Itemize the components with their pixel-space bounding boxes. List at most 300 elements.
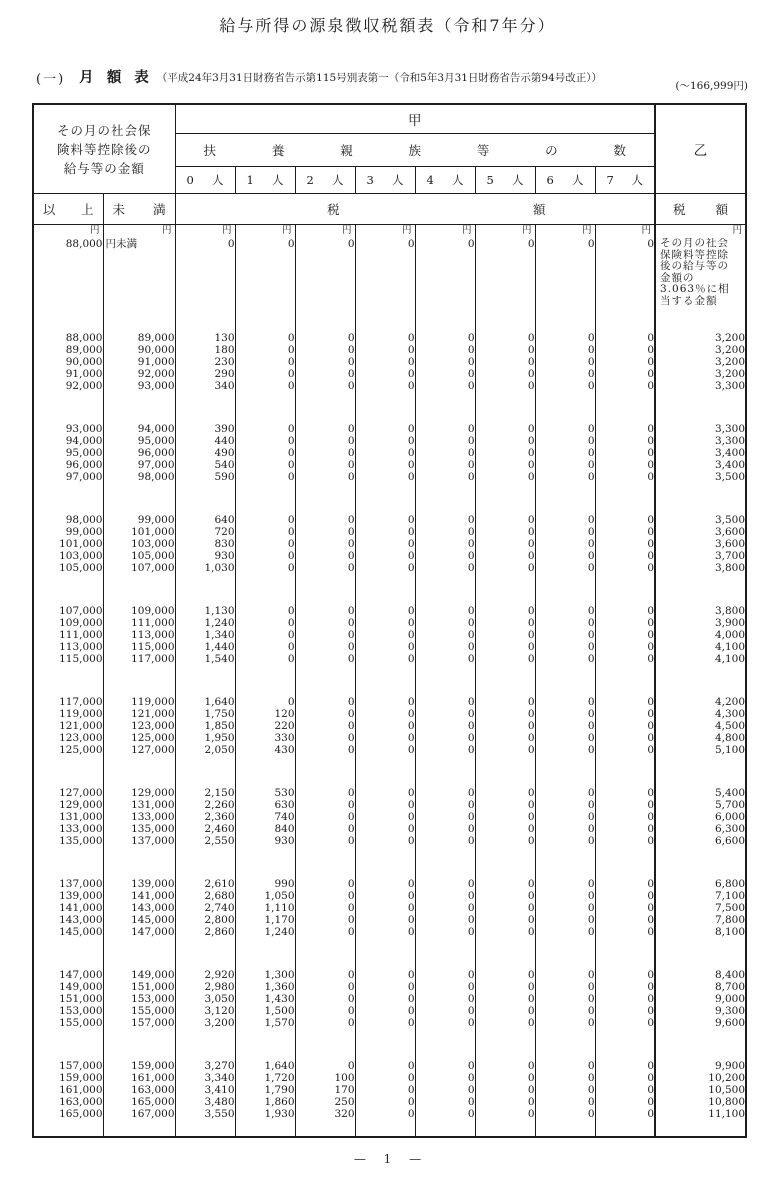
cell-kou-5: 0 <box>475 890 535 902</box>
table-row <box>33 617 746 629</box>
unit-cell: 円 <box>475 225 535 239</box>
gap-cell <box>295 847 355 878</box>
cell-kou-2: 100 <box>295 1072 355 1084</box>
cell-kou-7: 0 <box>595 1060 655 1072</box>
cell-kou-1: 0 <box>235 447 295 459</box>
cell-max: 89,000 <box>103 332 175 344</box>
cell-kou-6: 0 <box>535 835 595 847</box>
cell-otsu: 10,800 <box>655 1096 746 1108</box>
cell-max: 143,000 <box>103 902 175 914</box>
cell-kou-2: 0 <box>295 356 355 368</box>
cell-kou-2: 0 <box>295 368 355 380</box>
cell-kou-7: 0 <box>595 811 655 823</box>
cell-kou-7: 0 <box>595 447 655 459</box>
unit-cell: 円 <box>103 225 175 239</box>
cell-kou-0: 1,750 <box>175 708 235 720</box>
cell-kou-0: 1,540 <box>175 653 235 665</box>
gap-cell <box>535 1029 595 1060</box>
cell-kou-3: 0 <box>355 1072 415 1084</box>
cell-min: 88,000 <box>65 332 103 344</box>
cell-kou-6: 0 <box>535 550 595 562</box>
cell-min: 121,000 <box>59 720 103 732</box>
gap-cell <box>595 938 655 969</box>
cell-kou-4: 0 <box>415 890 475 902</box>
gap-cell <box>655 938 746 969</box>
cell-kou-3: 0 <box>355 835 415 847</box>
tax-table-container <box>32 103 747 1138</box>
cell-kou-5: 0 <box>475 423 535 435</box>
cell-kou-2: 0 <box>295 878 355 890</box>
gap-cell <box>655 847 746 878</box>
cell-min: 109,000 <box>59 617 103 629</box>
table-row <box>33 1005 746 1017</box>
gap-cell <box>595 756 655 787</box>
cell-kou-7: 0 <box>595 914 655 926</box>
cell-otsu: 9,300 <box>655 1005 746 1017</box>
cell-kou-3: 0 <box>355 823 415 835</box>
gap-cell <box>355 847 415 878</box>
gap-cell <box>295 938 355 969</box>
cell-kou-6: 0 <box>535 708 595 720</box>
cell-kou-4: 0 <box>415 332 475 344</box>
cell-min: 151,000 <box>59 993 103 1005</box>
cell-kou-3: 0 <box>355 787 415 799</box>
cell-kou-0: 590 <box>175 471 235 483</box>
cell-kou-2: 0 <box>295 902 355 914</box>
cell-kou-0: 2,360 <box>175 811 235 823</box>
cell-otsu: 6,000 <box>655 811 746 823</box>
cell-min: 133,000 <box>59 823 103 835</box>
cell-kou-0: 3,550 <box>175 1108 235 1120</box>
cell-kou-2: 0 <box>295 344 355 356</box>
cell-otsu: 3,400 <box>655 447 746 459</box>
cell-kou-7: 0 <box>595 238 655 322</box>
cell-kou-1: 1,790 <box>235 1084 295 1096</box>
gap-cell <box>595 483 655 514</box>
cell-otsu: 3,200 <box>655 368 746 380</box>
block-gap <box>33 574 746 605</box>
cell-kou-7: 0 <box>595 981 655 993</box>
cell-kou-2: 0 <box>295 514 355 526</box>
cell-kou-2: 0 <box>295 926 355 938</box>
unit-cell: 円 <box>175 225 235 239</box>
cell-kou-0: 1,850 <box>175 720 235 732</box>
cell-kou-7: 0 <box>595 1096 655 1108</box>
cell-kou-1: 1,110 <box>235 902 295 914</box>
cell-kou-7: 0 <box>595 720 655 732</box>
gap-cell <box>295 392 355 423</box>
table-row <box>33 332 746 344</box>
cell-kou-6: 0 <box>535 799 595 811</box>
cell-kou-7: 0 <box>595 744 655 756</box>
cell-otsu: 3,900 <box>655 617 746 629</box>
cell-kou-1: 0 <box>235 344 295 356</box>
cell-kou-2: 0 <box>295 332 355 344</box>
cell-kou-6: 0 <box>535 1108 595 1120</box>
cell-kou-4: 0 <box>415 1108 475 1120</box>
cell-min: 127,000 <box>59 787 103 799</box>
gap-cell <box>535 938 595 969</box>
gap-cell <box>535 1120 595 1137</box>
cell-max: 107,000 <box>103 562 175 574</box>
table-row <box>33 526 746 538</box>
cell-kou-6: 0 <box>535 629 595 641</box>
cell-kou-3: 0 <box>355 562 415 574</box>
table-row <box>33 368 746 380</box>
cell-max: 121,000 <box>103 708 175 720</box>
cell-otsu: 7,800 <box>655 914 746 926</box>
gap-cell <box>235 322 295 332</box>
gap-cell <box>33 756 103 787</box>
table-row <box>33 981 746 993</box>
cell-kou-3: 0 <box>355 993 415 1005</box>
cell-kou-5: 0 <box>475 538 535 550</box>
cell-max: 163,000 <box>103 1084 175 1096</box>
cell-kou-2: 0 <box>295 617 355 629</box>
cell-kou-4: 0 <box>415 356 475 368</box>
cell-kou-5: 0 <box>475 1017 535 1029</box>
cell-min: 88,000 <box>65 238 103 250</box>
cell-kou-0: 1,240 <box>175 617 235 629</box>
header-otsu: 乙 <box>655 104 746 194</box>
cell-kou-4: 0 <box>415 1096 475 1108</box>
gap-cell <box>33 1029 103 1060</box>
cell-kou-4: 0 <box>415 238 475 322</box>
cell-kou-2: 0 <box>295 435 355 447</box>
cell-min: 157,000 <box>59 1060 103 1072</box>
cell-kou-2: 0 <box>295 708 355 720</box>
cell-kou-3: 0 <box>355 1017 415 1029</box>
cell-min: 119,000 <box>59 708 103 720</box>
cell-min: 155,000 <box>59 1017 103 1029</box>
cell-kou-5: 0 <box>475 471 535 483</box>
cell-kou-4: 0 <box>415 617 475 629</box>
cell-kou-4: 0 <box>415 605 475 617</box>
gap-cell <box>415 1120 475 1137</box>
gap-cell <box>235 756 295 787</box>
gap-cell <box>33 322 103 332</box>
cell-otsu: 6,300 <box>655 823 746 835</box>
cell-otsu: 9,000 <box>655 993 746 1005</box>
table-row <box>33 471 746 483</box>
cell-kou-0: 2,680 <box>175 890 235 902</box>
cell-min: 145,000 <box>59 926 103 938</box>
gap-cell <box>415 392 475 423</box>
cell-kou-0: 2,740 <box>175 902 235 914</box>
unit-cell: 円 <box>295 225 355 239</box>
cell-kou-1: 0 <box>235 550 295 562</box>
cell-max: 119,000 <box>103 696 175 708</box>
cell-otsu: 4,300 <box>655 708 746 720</box>
cell-kou-0: 2,460 <box>175 823 235 835</box>
cell-min: 141,000 <box>59 902 103 914</box>
cell-kou-2: 0 <box>295 969 355 981</box>
cell-kou-2: 0 <box>295 238 355 322</box>
gap-cell <box>355 1120 415 1137</box>
gap-cell <box>175 322 235 332</box>
cell-kou-7: 0 <box>595 538 655 550</box>
cell-kou-1: 1,640 <box>235 1060 295 1072</box>
gap-cell <box>535 392 595 423</box>
salary-range-note: (～166,999円) <box>675 80 748 92</box>
cell-max: 111,000 <box>103 617 175 629</box>
cell-kou-6: 0 <box>535 1072 595 1084</box>
table-row <box>33 562 746 574</box>
gap-cell <box>295 483 355 514</box>
cell-kou-7: 0 <box>595 423 655 435</box>
cell-kou-0: 490 <box>175 447 235 459</box>
cell-kou-1: 330 <box>235 732 295 744</box>
cell-kou-6: 0 <box>535 1084 595 1096</box>
cell-kou-2: 0 <box>295 653 355 665</box>
cell-kou-5: 0 <box>475 720 535 732</box>
cell-kou-3: 0 <box>355 550 415 562</box>
cell-kou-5: 0 <box>475 629 535 641</box>
gap-cell <box>103 322 175 332</box>
cell-kou-0: 340 <box>175 380 235 392</box>
cell-kou-5: 0 <box>475 356 535 368</box>
gap-cell <box>595 665 655 696</box>
cell-min: 113,000 <box>59 641 103 653</box>
cell-kou-1: 740 <box>235 811 295 823</box>
cell-kou-1: 220 <box>235 720 295 732</box>
gap-cell <box>355 322 415 332</box>
gap-cell <box>655 1120 746 1137</box>
cell-kou-7: 0 <box>595 823 655 835</box>
cell-kou-4: 0 <box>415 1017 475 1029</box>
table-row <box>33 653 746 665</box>
gap-cell <box>475 392 535 423</box>
cell-kou-6: 0 <box>535 926 595 938</box>
gap-cell <box>655 483 746 514</box>
header-count-7: 7 人 <box>595 167 655 194</box>
cell-kou-6: 0 <box>535 1060 595 1072</box>
cell-otsu: 3,200 <box>655 332 746 344</box>
cell-kou-4: 0 <box>415 914 475 926</box>
cell-max: 95,000 <box>103 435 175 447</box>
cell-kou-3: 0 <box>355 435 415 447</box>
cell-kou-2: 0 <box>295 1017 355 1029</box>
cell-kou-1: 0 <box>235 526 295 538</box>
gap-cell <box>175 1120 235 1137</box>
cell-kou-4: 0 <box>415 550 475 562</box>
cell-kou-7: 0 <box>595 435 655 447</box>
gap-cell <box>33 938 103 969</box>
table-row <box>33 914 746 926</box>
gap-cell <box>475 665 535 696</box>
cell-kou-7: 0 <box>595 380 655 392</box>
cell-min: 107,000 <box>59 605 103 617</box>
cell-otsu: 3,700 <box>655 550 746 562</box>
cell-kou-1: 0 <box>235 696 295 708</box>
otsu-percentage-note: その月の社会保険料等控除後の給与等の金額の3.063％に相当する金額 <box>660 238 730 307</box>
cell-kou-5: 0 <box>475 526 535 538</box>
page-title: 給与所得の源泉徴収税額表（令和7年分） <box>219 16 556 35</box>
table-row-under-88000 <box>33 238 746 322</box>
cell-kou-6: 0 <box>535 562 595 574</box>
gap-cell <box>655 1029 746 1060</box>
cell-min: 101,000 <box>59 538 103 550</box>
cell-kou-3: 0 <box>355 1060 415 1072</box>
cell-kou-7: 0 <box>595 617 655 629</box>
cell-kou-4: 0 <box>415 799 475 811</box>
table-row <box>33 720 746 732</box>
cell-kou-3: 0 <box>355 811 415 823</box>
table-row <box>33 787 746 799</box>
gap-cell <box>103 938 175 969</box>
cell-kou-7: 0 <box>595 1005 655 1017</box>
cell-kou-6: 0 <box>535 238 595 322</box>
cell-kou-7: 0 <box>595 605 655 617</box>
cell-otsu: 3,300 <box>655 380 746 392</box>
cell-kou-1: 0 <box>235 629 295 641</box>
cell-min: 129,000 <box>59 799 103 811</box>
gap-cell <box>103 574 175 605</box>
cell-otsu: 4,100 <box>655 641 746 653</box>
gap-cell <box>595 574 655 605</box>
cell-max: 159,000 <box>103 1060 175 1072</box>
cell-kou-2: 0 <box>295 562 355 574</box>
cell-kou-0: 290 <box>175 368 235 380</box>
cell-kou-6: 0 <box>535 732 595 744</box>
table-row <box>33 926 746 938</box>
cell-kou-2: 0 <box>295 914 355 926</box>
table-row <box>33 1017 746 1029</box>
cell-kou-1: 0 <box>235 423 295 435</box>
cell-kou-5: 0 <box>475 1108 535 1120</box>
cell-max: 157,000 <box>103 1017 175 1029</box>
gap-cell <box>655 665 746 696</box>
cell-otsu: 10,200 <box>655 1072 746 1084</box>
cell-kou-6: 0 <box>535 902 595 914</box>
section-legal-note: （平成24年3月31日財務省告示第115号別表第一（令和5年3月31日財務省告示第94号改正）） <box>156 72 603 84</box>
cell-kou-7: 0 <box>595 878 655 890</box>
cell-kou-1: 1,930 <box>235 1108 295 1120</box>
cell-kou-5: 0 <box>475 799 535 811</box>
cell-kou-4: 0 <box>415 1084 475 1096</box>
gap-cell <box>595 1120 655 1137</box>
gap-cell <box>475 756 535 787</box>
table-row <box>33 344 746 356</box>
gap-cell <box>595 322 655 332</box>
cell-kou-5: 0 <box>475 1060 535 1072</box>
section-number: (一) <box>36 72 66 87</box>
cell-kou-0: 1,950 <box>175 732 235 744</box>
cell-kou-7: 0 <box>595 471 655 483</box>
gap-cell <box>475 1029 535 1060</box>
cell-otsu: 6,800 <box>655 878 746 890</box>
cell-kou-7: 0 <box>595 562 655 574</box>
cell-kou-1: 930 <box>235 835 295 847</box>
cell-kou-2: 0 <box>295 744 355 756</box>
cell-kou-3: 0 <box>355 605 415 617</box>
cell-kou-7: 0 <box>595 1072 655 1084</box>
cell-max: 165,000 <box>103 1096 175 1108</box>
cell-kou-4: 0 <box>415 835 475 847</box>
cell-kou-6: 0 <box>535 696 595 708</box>
gap-cell <box>235 392 295 423</box>
cell-max: 115,000 <box>103 641 175 653</box>
cell-kou-3: 0 <box>355 380 415 392</box>
table-row <box>33 629 746 641</box>
cell-otsu: 3,200 <box>655 344 746 356</box>
cell-kou-4: 0 <box>415 423 475 435</box>
cell-kou-4: 0 <box>415 732 475 744</box>
cell-kou-6: 0 <box>535 368 595 380</box>
cell-kou-0: 3,410 <box>175 1084 235 1096</box>
cell-kou-0: 3,270 <box>175 1060 235 1072</box>
cell-kou-7: 0 <box>595 835 655 847</box>
cell-kou-0: 2,800 <box>175 914 235 926</box>
cell-kou-5: 0 <box>475 605 535 617</box>
cell-min: 95,000 <box>65 447 103 459</box>
cell-kou-7: 0 <box>595 696 655 708</box>
cell-kou-5: 0 <box>475 447 535 459</box>
cell-max: 151,000 <box>103 981 175 993</box>
cell-kou-3: 0 <box>355 514 415 526</box>
cell-kou-7: 0 <box>595 890 655 902</box>
cell-kou-1: 430 <box>235 744 295 756</box>
cell-otsu: 8,100 <box>655 926 746 938</box>
cell-kou-0: 2,050 <box>175 744 235 756</box>
gap-cell <box>355 938 415 969</box>
cell-otsu: 9,900 <box>655 1060 746 1072</box>
cell-max: 109,000 <box>103 605 175 617</box>
cell-kou-3: 0 <box>355 878 415 890</box>
table-row <box>33 423 746 435</box>
cell-kou-0: 3,340 <box>175 1072 235 1084</box>
gap-cell <box>415 1029 475 1060</box>
cell-kou-2: 0 <box>295 732 355 744</box>
cell-kou-0: 830 <box>175 538 235 550</box>
cell-otsu: 3,300 <box>655 423 746 435</box>
gap-cell <box>235 483 295 514</box>
cell-kou-5: 0 <box>475 1072 535 1084</box>
cell-kou-6: 0 <box>535 1096 595 1108</box>
cell-otsu: 9,600 <box>655 1017 746 1029</box>
cell-kou-7: 0 <box>595 332 655 344</box>
cell-max: 93,000 <box>103 380 175 392</box>
cell-kou-4: 0 <box>415 720 475 732</box>
cell-kou-1: 0 <box>235 562 295 574</box>
cell-kou-0: 640 <box>175 514 235 526</box>
cell-min: 125,000 <box>59 744 103 756</box>
cell-max: 123,000 <box>103 720 175 732</box>
cell-kou-4: 0 <box>415 459 475 471</box>
cell-kou-3: 0 <box>355 732 415 744</box>
cell-kou-7: 0 <box>595 629 655 641</box>
cell-kou-4: 0 <box>415 902 475 914</box>
cell-min: 149,000 <box>59 981 103 993</box>
cell-max: 149,000 <box>103 969 175 981</box>
gap-cell <box>535 756 595 787</box>
cell-kou-5: 0 <box>475 835 535 847</box>
gap-cell <box>175 1029 235 1060</box>
cell-kou-6: 0 <box>535 514 595 526</box>
gap-cell <box>235 574 295 605</box>
cell-kou-4: 0 <box>415 969 475 981</box>
table-header <box>33 104 746 225</box>
gap-cell <box>103 483 175 514</box>
cell-kou-1: 1,860 <box>235 1096 295 1108</box>
cell-min: 165,000 <box>59 1108 103 1120</box>
cell-max: 135,000 <box>103 823 175 835</box>
gap-cell <box>595 392 655 423</box>
cell-otsu: 6,600 <box>655 835 746 847</box>
cell-min: 103,000 <box>59 550 103 562</box>
header-otsu-tax: 税 額 <box>655 194 746 225</box>
cell-kou-1: 1,720 <box>235 1072 295 1084</box>
